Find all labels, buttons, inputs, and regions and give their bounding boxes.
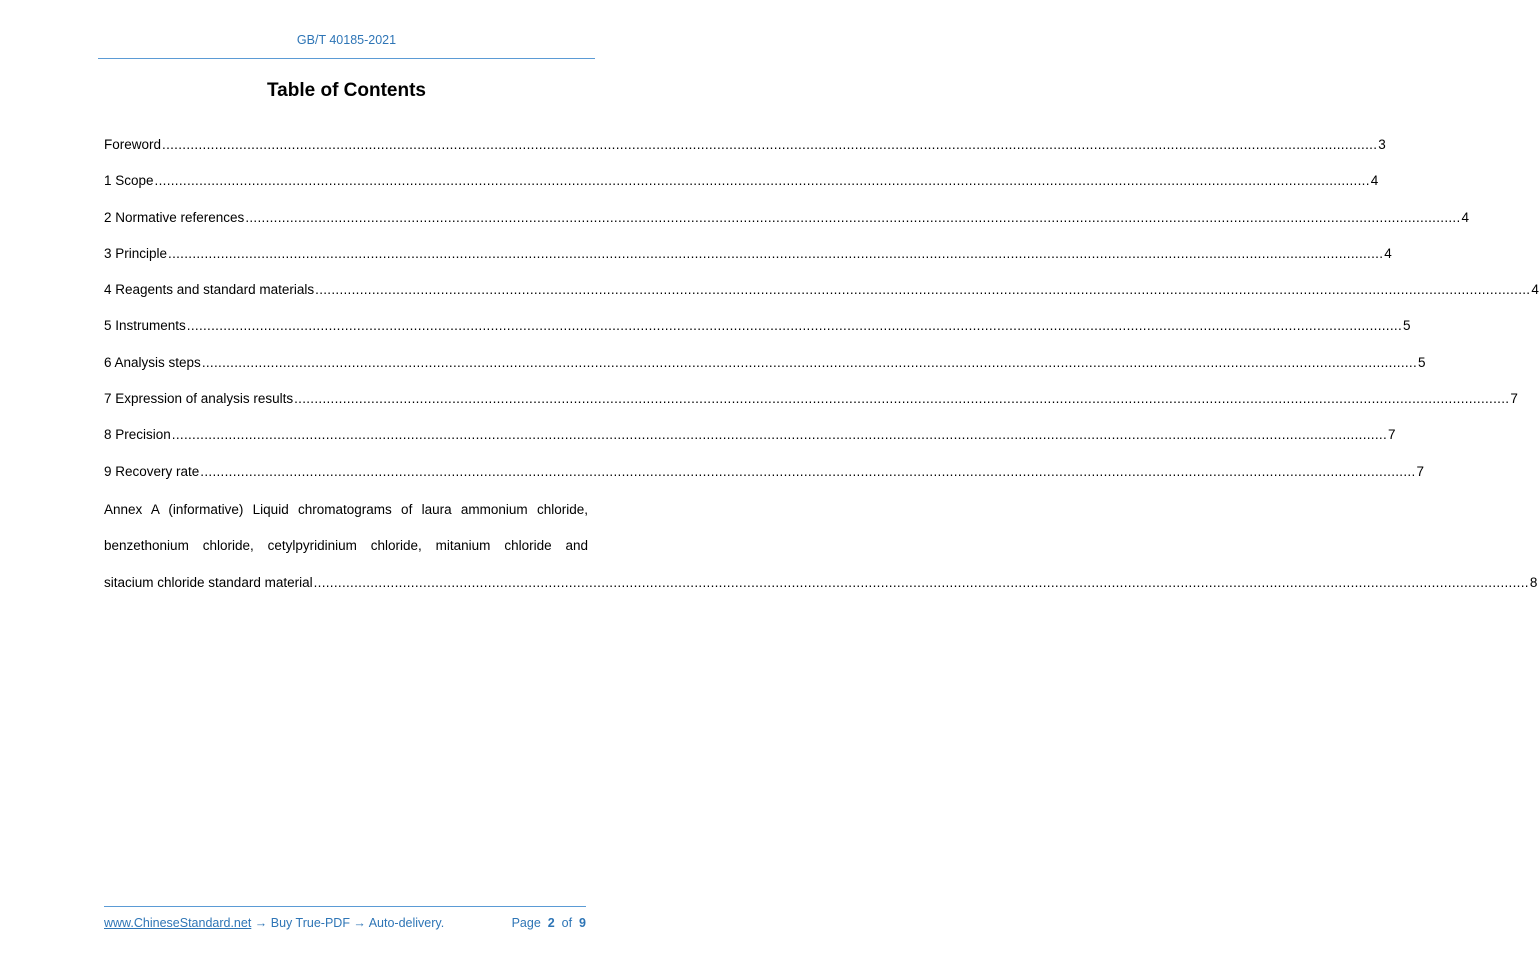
toc-entry-title: 1 Scope — [104, 173, 154, 189]
page-total: 9 — [579, 916, 586, 930]
toc-entry-page: 5 — [1418, 354, 1426, 370]
toc-entry-title: 4 Reagents and standard materials — [104, 282, 315, 298]
toc-entry-reagents[interactable] — [104, 282, 1539, 302]
auto-delivery-text: Auto-delivery. — [368, 916, 445, 930]
page-title: Table of Contents — [266, 80, 427, 101]
toc-leader-dots: ............................................................................................................................................................................................................................................................................................................ — [294, 391, 1510, 407]
toc-leader-dots: ............................................................................................................................................................................................................................................................................................................ — [201, 354, 1418, 370]
toc-entry-page: 8 — [1529, 574, 1538, 590]
website-link[interactable]: www.ChineseStandard.net — [104, 916, 252, 930]
page-number — [512, 916, 586, 930]
toc-entry-title: Foreword — [104, 137, 162, 152]
footer-promo — [104, 916, 444, 930]
toc-leader-dots: ............................................................................................................................................................................................................................................................................................................ — [200, 463, 1416, 479]
toc-entry-expression-of-results[interactable] — [104, 391, 1518, 411]
toc-entry-page: 7 — [1388, 427, 1396, 443]
toc-entry-page: 4 — [1370, 173, 1379, 189]
toc-entry-precision[interactable] — [104, 427, 1396, 447]
toc-leader-dots: ............................................................................................................................................................................................................................................................................................................ — [186, 318, 1403, 334]
toc-entry-title: 9 Recovery rate — [104, 463, 200, 479]
toc-entry-analysis-steps[interactable] — [104, 354, 1426, 375]
document-id-header: GB/T 40185-2021 — [296, 33, 397, 47]
page-current: 2 — [547, 916, 555, 930]
page-of-label: of — [561, 916, 573, 930]
toc-entry-page: 4 — [1461, 209, 1470, 225]
toc-entry-annex-a[interactable] — [104, 492, 1538, 601]
page-label: Page — [511, 916, 541, 930]
toc-entry-page: 5 — [1403, 318, 1411, 334]
toc-entry-page: 7 — [1510, 391, 1518, 407]
toc-entry-principle[interactable] — [104, 245, 1392, 266]
toc-entry-recovery-rate[interactable] — [104, 463, 1425, 484]
toc-leader-dots: ............................................................................................................................................................................................................................................................................................................ — [162, 137, 1378, 152]
toc-leader-dots: ............................................................................................................................................................................................................................................................................................................ — [313, 574, 1529, 590]
toc-leader-dots: ............................................................................................................................................................................................................................................................................................................ — [171, 427, 1388, 443]
arrow-icon: → — [251, 916, 271, 930]
table-of-contents — [104, 137, 1539, 601]
annex-title-line-3-row — [104, 565, 1538, 601]
toc-entry-page: 3 — [1378, 137, 1386, 152]
toc-entry-title: 7 Expression of analysis results — [104, 391, 294, 407]
toc-entry-title: 6 Analysis steps — [104, 354, 201, 370]
annex-title-line-1: Annex A (informative) Liquid chromatograms of laura ammonium chloride, — [104, 501, 588, 517]
annex-title-line-2: benzethonium chloride, cetylpyridinium chloride, mitanium chloride and — [104, 538, 588, 554]
toc-entry-title: 8 Precision — [104, 427, 171, 443]
header-divider — [98, 58, 595, 59]
toc-leader-dots: ............................................................................................................................................................................................................................................................................................................ — [245, 209, 1461, 225]
page-footer — [104, 916, 586, 930]
toc-entry-page: 7 — [1416, 463, 1425, 479]
toc-leader-dots: ............................................................................................................................................................................................................................................................................................................ — [168, 245, 1384, 261]
buy-true-pdf-text: Buy True-PDF — [270, 916, 350, 930]
toc-entry-page: 4 — [1384, 245, 1392, 261]
toc-entry-scope[interactable] — [104, 173, 1379, 193]
toc-leader-dots: ............................................................................................................................................................................................................................................................................................................ — [315, 282, 1531, 298]
toc-leader-dots: ............................................................................................................................................................................................................................................................................................................ — [154, 173, 1370, 189]
annex-title-line-3: sitacium chloride standard material — [104, 574, 313, 590]
toc-entry-normative-references[interactable] — [104, 209, 1470, 230]
footer-divider — [104, 906, 586, 907]
toc-entry-title: 3 Principle — [104, 245, 168, 261]
toc-entry-page: 4 — [1531, 282, 1539, 298]
toc-entry-title: 5 Instruments — [104, 318, 186, 334]
toc-entry-title: 2 Normative references — [104, 209, 245, 225]
arrow-icon: → — [349, 916, 369, 930]
toc-entry-instruments[interactable] — [104, 318, 1411, 338]
toc-entry-foreword[interactable] — [104, 137, 1386, 157]
